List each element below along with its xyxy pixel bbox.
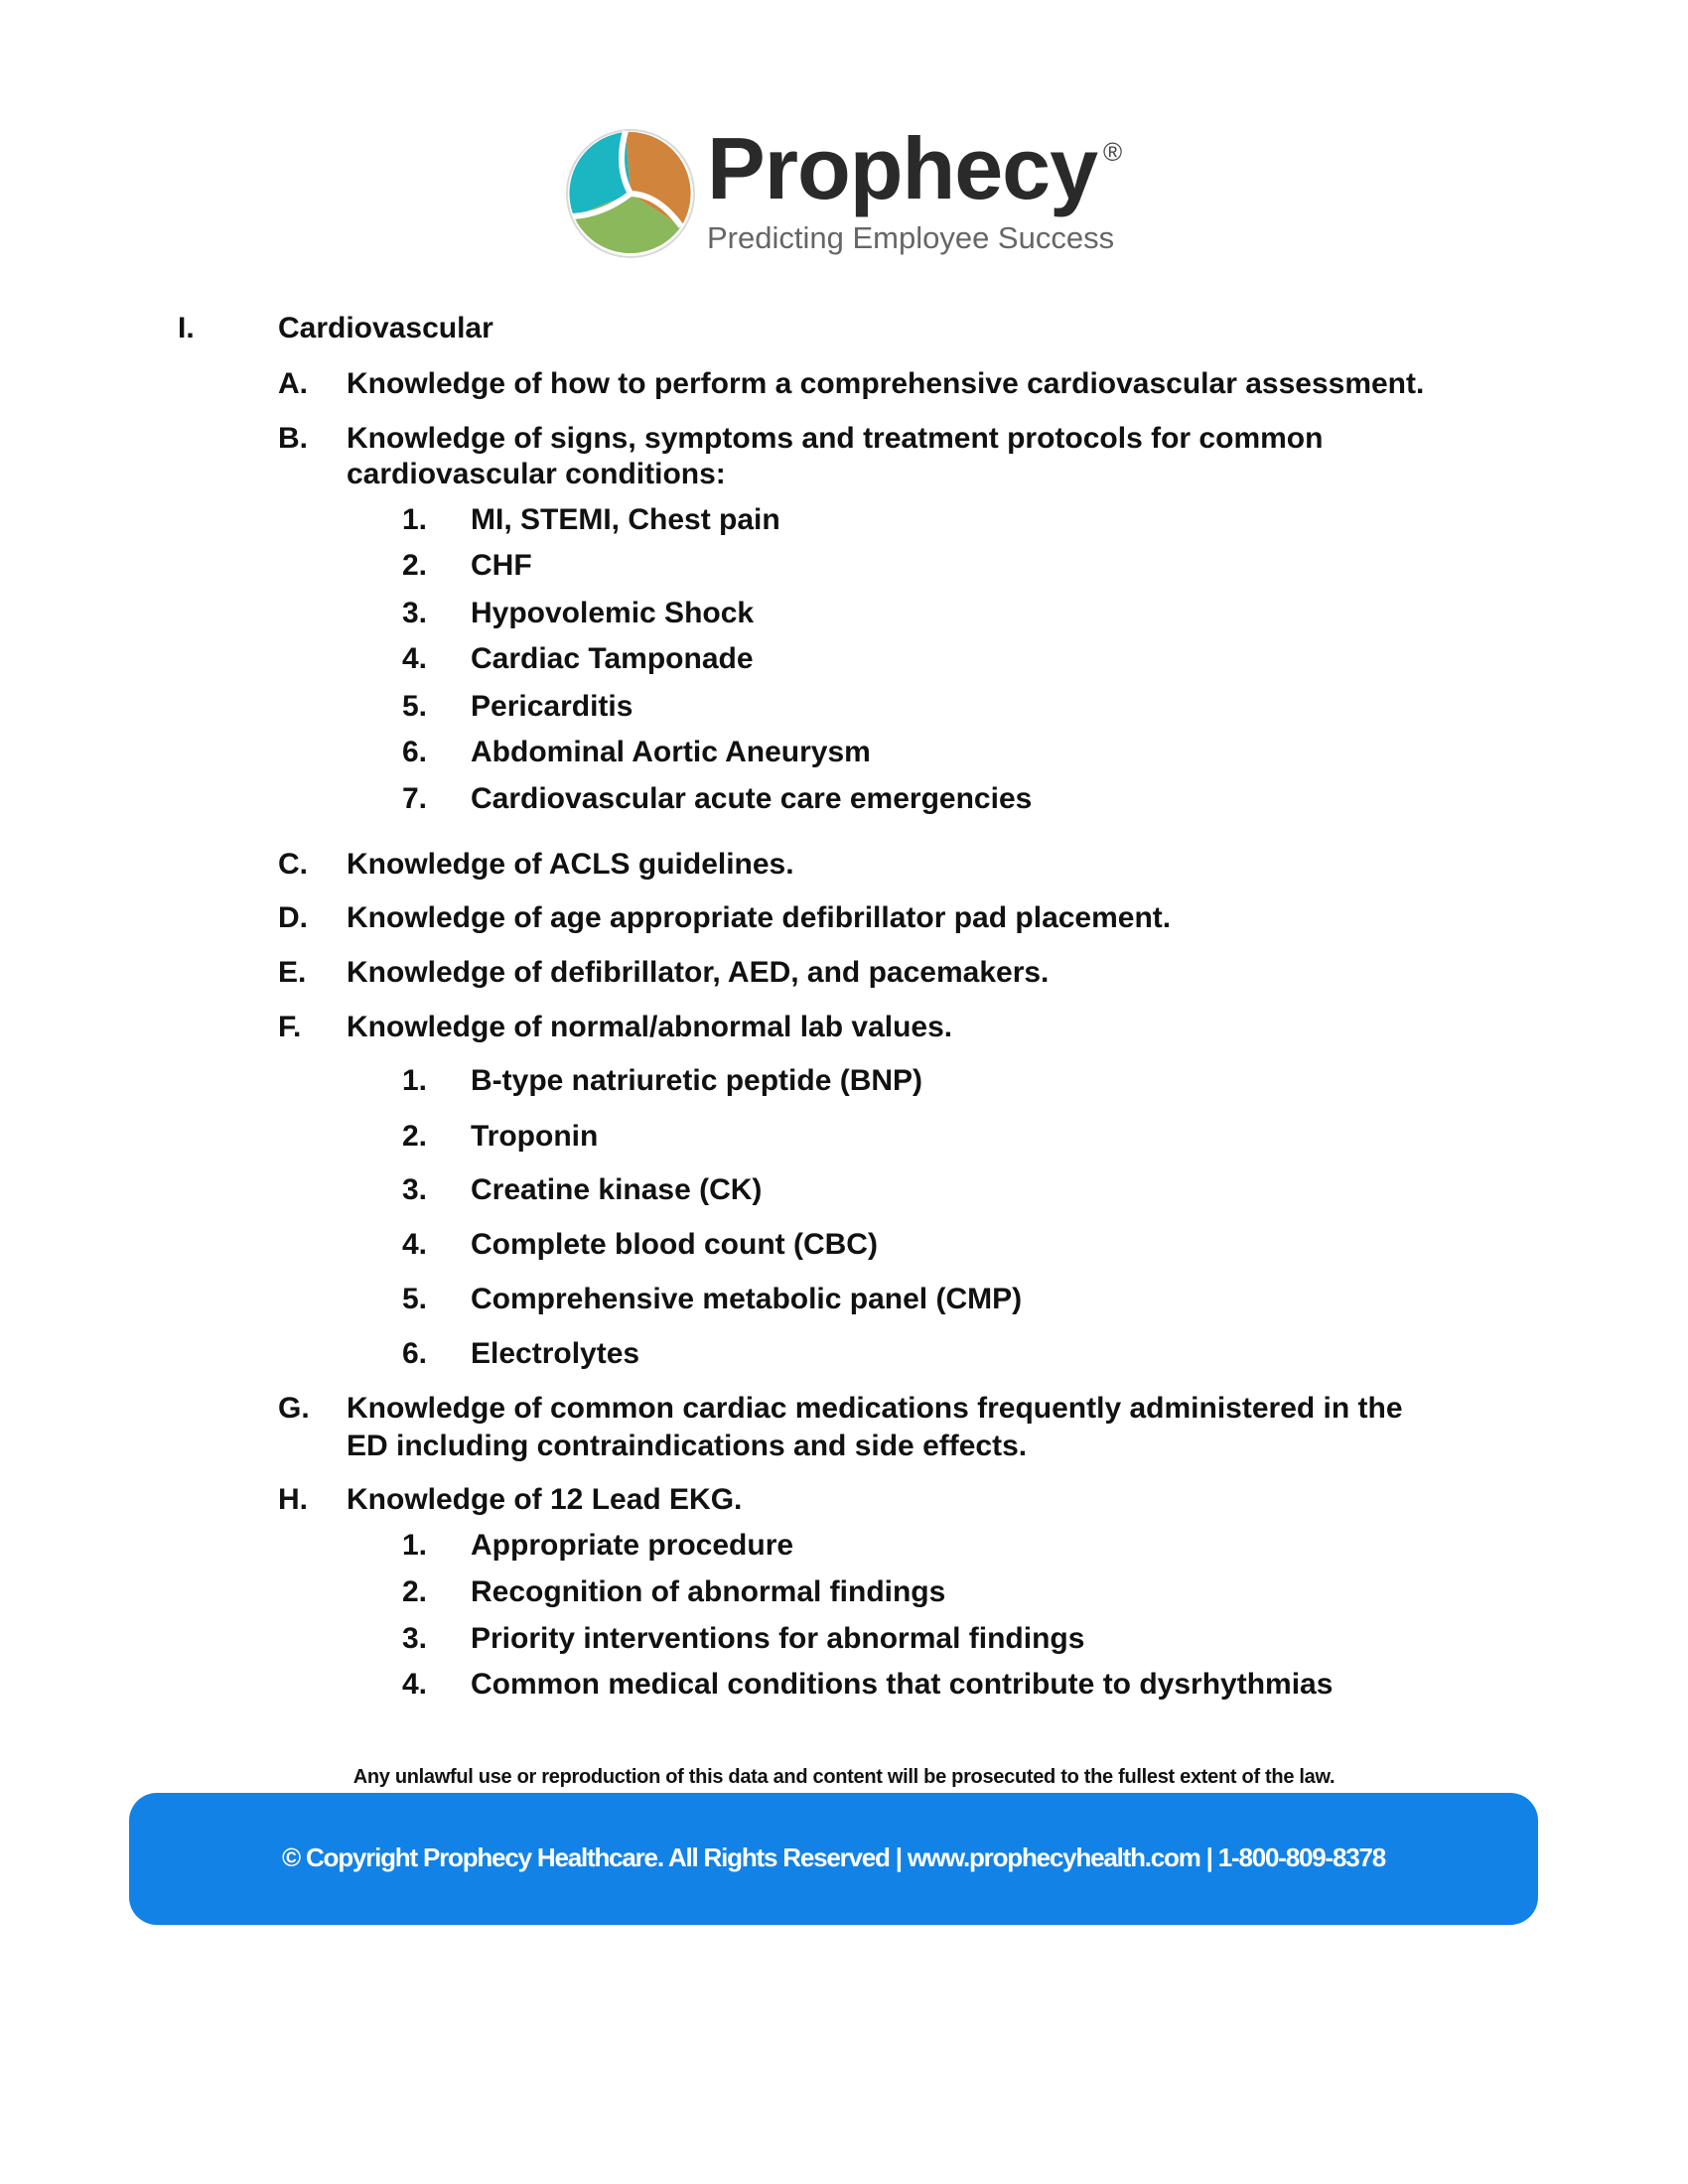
sub-label: 2. — [402, 1120, 428, 1153]
sub-text: Pericarditis — [471, 690, 633, 723]
sub-label: 5. — [402, 690, 428, 723]
registered-mark: ® — [1103, 137, 1123, 167]
item-label: B. — [278, 422, 308, 455]
item-text: Knowledge of 12 Lead EKG. — [347, 1483, 743, 1516]
prophecy-logo — [564, 127, 699, 262]
sub-label: 4. — [402, 1228, 428, 1261]
footer-banner — [129, 1793, 1538, 1925]
item-label: A. — [278, 367, 308, 400]
sub-text: Electrolytes — [471, 1337, 640, 1370]
legal-disclaimer: Any unlawful use or reproduction of this data and content will be prosecuted to the fullest extent of the law. — [352, 1766, 1336, 1788]
section-label: I. — [178, 312, 195, 344]
sub-label: 1. — [402, 1529, 428, 1562]
sub-label: 4. — [402, 1668, 428, 1701]
item-text: cardiovascular conditions: — [347, 458, 726, 490]
sub-text: CHF — [471, 549, 532, 582]
logo-tagline: Predicting Employee Success — [707, 220, 1115, 255]
item-text: Knowledge of defibrillator, AED, and pacemakers. — [347, 956, 1050, 989]
item-text: ED including contraindications and side effects. — [347, 1430, 1028, 1462]
sub-label: 3. — [402, 597, 428, 629]
sub-text: Appropriate procedure — [471, 1529, 794, 1562]
sub-text: MI, STEMI, Chest pain — [471, 503, 780, 536]
section-title: Cardiovascular — [278, 312, 493, 344]
item-text: Knowledge of common cardiac medications frequently administered in the — [347, 1392, 1403, 1425]
sub-label: 6. — [402, 1337, 428, 1370]
item-label: C. — [278, 848, 308, 881]
sub-text: Comprehensive metabolic panel (CMP) — [471, 1283, 1023, 1315]
sub-text: Cardiovascular acute care emergencies — [471, 782, 1033, 815]
sub-label: 3. — [402, 1173, 428, 1206]
sub-label: 6. — [402, 736, 428, 768]
sub-label: 3. — [402, 1622, 428, 1655]
item-label: H. — [278, 1483, 308, 1516]
sub-label: 1. — [402, 503, 428, 536]
item-text: Knowledge of signs, symptoms and treatment protocols for common — [347, 422, 1324, 455]
sub-text: Creatine kinase (CK) — [471, 1173, 763, 1206]
logo-wordmark — [707, 119, 1123, 217]
sub-text: Common medical conditions that contribute to dysrhythmias — [471, 1668, 1334, 1701]
sub-text: Cardiac Tamponade — [471, 642, 754, 675]
sub-text: Hypovolemic Shock — [471, 597, 755, 629]
sub-text: Troponin — [471, 1120, 599, 1153]
item-label: F. — [278, 1011, 302, 1043]
item-label: D. — [278, 901, 308, 934]
sub-label: 4. — [402, 642, 428, 675]
sub-label: 7. — [402, 782, 428, 815]
sub-text: B-type natriuretic peptide (BNP) — [471, 1064, 923, 1097]
sub-label: 1. — [402, 1064, 428, 1097]
item-text: Knowledge of age appropriate defibrillator pad placement. — [347, 901, 1172, 934]
sub-text: Recognition of abnormal findings — [471, 1575, 946, 1608]
item-label: E. — [278, 956, 307, 989]
logo-brand-name: Prophecy — [707, 119, 1098, 217]
item-label: G. — [278, 1392, 310, 1425]
item-text: Knowledge of ACLS guidelines. — [347, 848, 794, 881]
footer-copyright: © Copyright Prophecy Healthcare. All Rights Reserved | www.prophecyhealth.com | 1-800-809-8378 — [281, 1843, 1386, 1872]
sub-label: 2. — [402, 1575, 428, 1608]
sub-text: Priority interventions for abnormal findings — [471, 1622, 1085, 1655]
item-text: Knowledge of how to perform a comprehensive cardiovascular assessment. — [347, 367, 1425, 400]
sub-text: Complete blood count (CBC) — [471, 1228, 878, 1261]
item-text: Knowledge of normal/abnormal lab values. — [347, 1011, 953, 1043]
sub-label: 5. — [402, 1283, 428, 1315]
sub-text: Abdominal Aortic Aneurysm — [471, 736, 871, 768]
sub-label: 2. — [402, 549, 428, 582]
logo-circle-icon — [564, 127, 697, 260]
